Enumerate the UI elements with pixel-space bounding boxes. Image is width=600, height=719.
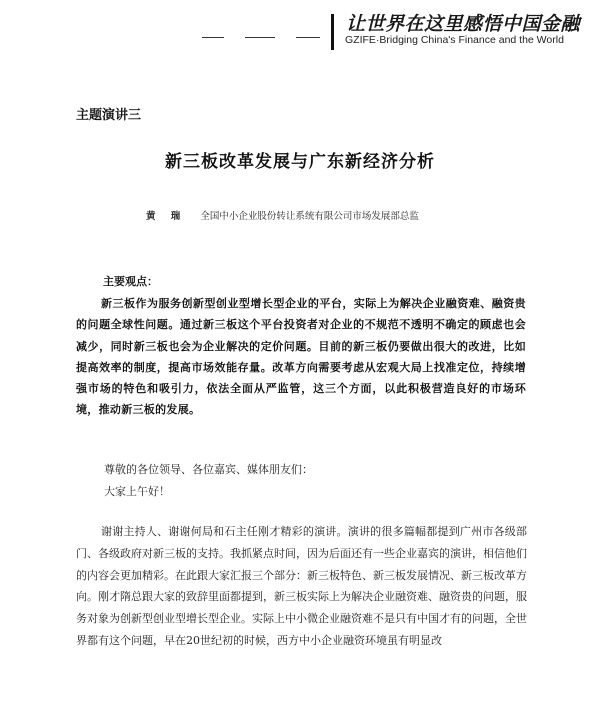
greeting-line: 尊敬的各位领导、各位嘉宾、媒体朋友们：	[104, 463, 313, 476]
header-english-slogan: GZIFE·Bridging China's Finance and the World	[345, 34, 564, 46]
page-title: 新三板改革发展与广东新经济分析	[165, 152, 435, 172]
author-affiliation: 全国中小企业股份转让系统有限公司市场发展部总监	[200, 211, 419, 222]
header-calligraphy: 让世界在这里感悟中国金融	[346, 13, 581, 35]
header-divider	[331, 14, 334, 50]
author-line	[146, 208, 419, 222]
greeting-hello: 大家上午好！	[104, 485, 170, 498]
key-points-text: 新三板作为服务创新型创业型增长型企业的平台，实际上为解决企业融资难、融资贵的问题全球性问题。通过新三板这个平台投资者对企业的不规范不透明不确定的顾虑也会减少，同时新三板也会为企业解决的定价问题。目前的新三板仍要做出很大的改进，比如提高效率的制度，提高市场效能存量。改革方向需要考虑从宏观大局上找准定位，持续增强市场的特色和吸引力，依法全面从严监管，这三个方面，以此积极营造良好的市场环境，推动新三板的发展。	[76, 297, 526, 417]
body-paragraph: 谢谢主持人、谢谢何局和石主任刚才精彩的演讲。演讲的很多篇幅都提到广州市各级部门、各级政府对新三板的支持。我抓紧点时间，因为后面还有一些企业嘉宾的演讲，相信他们的内容会更加精彩。在此跟大家汇报三个部分：新三板特色、新三板发展情况、新三板改革方向。刚才隋总跟大家的致辞里面都提到，新三板实际上为解决企业融资难、融资贵的问题，服务对象为创新型创业型增长型企业。实际上中小微企业融资难不是只有中国才有的问题，全世界都有这个问题，早在20世纪初的时候，西方中小企业融资环境虽有明显改	[76, 525, 527, 647]
header-rule	[200, 37, 330, 39]
author-name: 黄 瑞	[146, 211, 187, 222]
section-label: 主题演讲三	[76, 108, 142, 123]
key-points-heading: 主要观点：	[103, 275, 158, 288]
